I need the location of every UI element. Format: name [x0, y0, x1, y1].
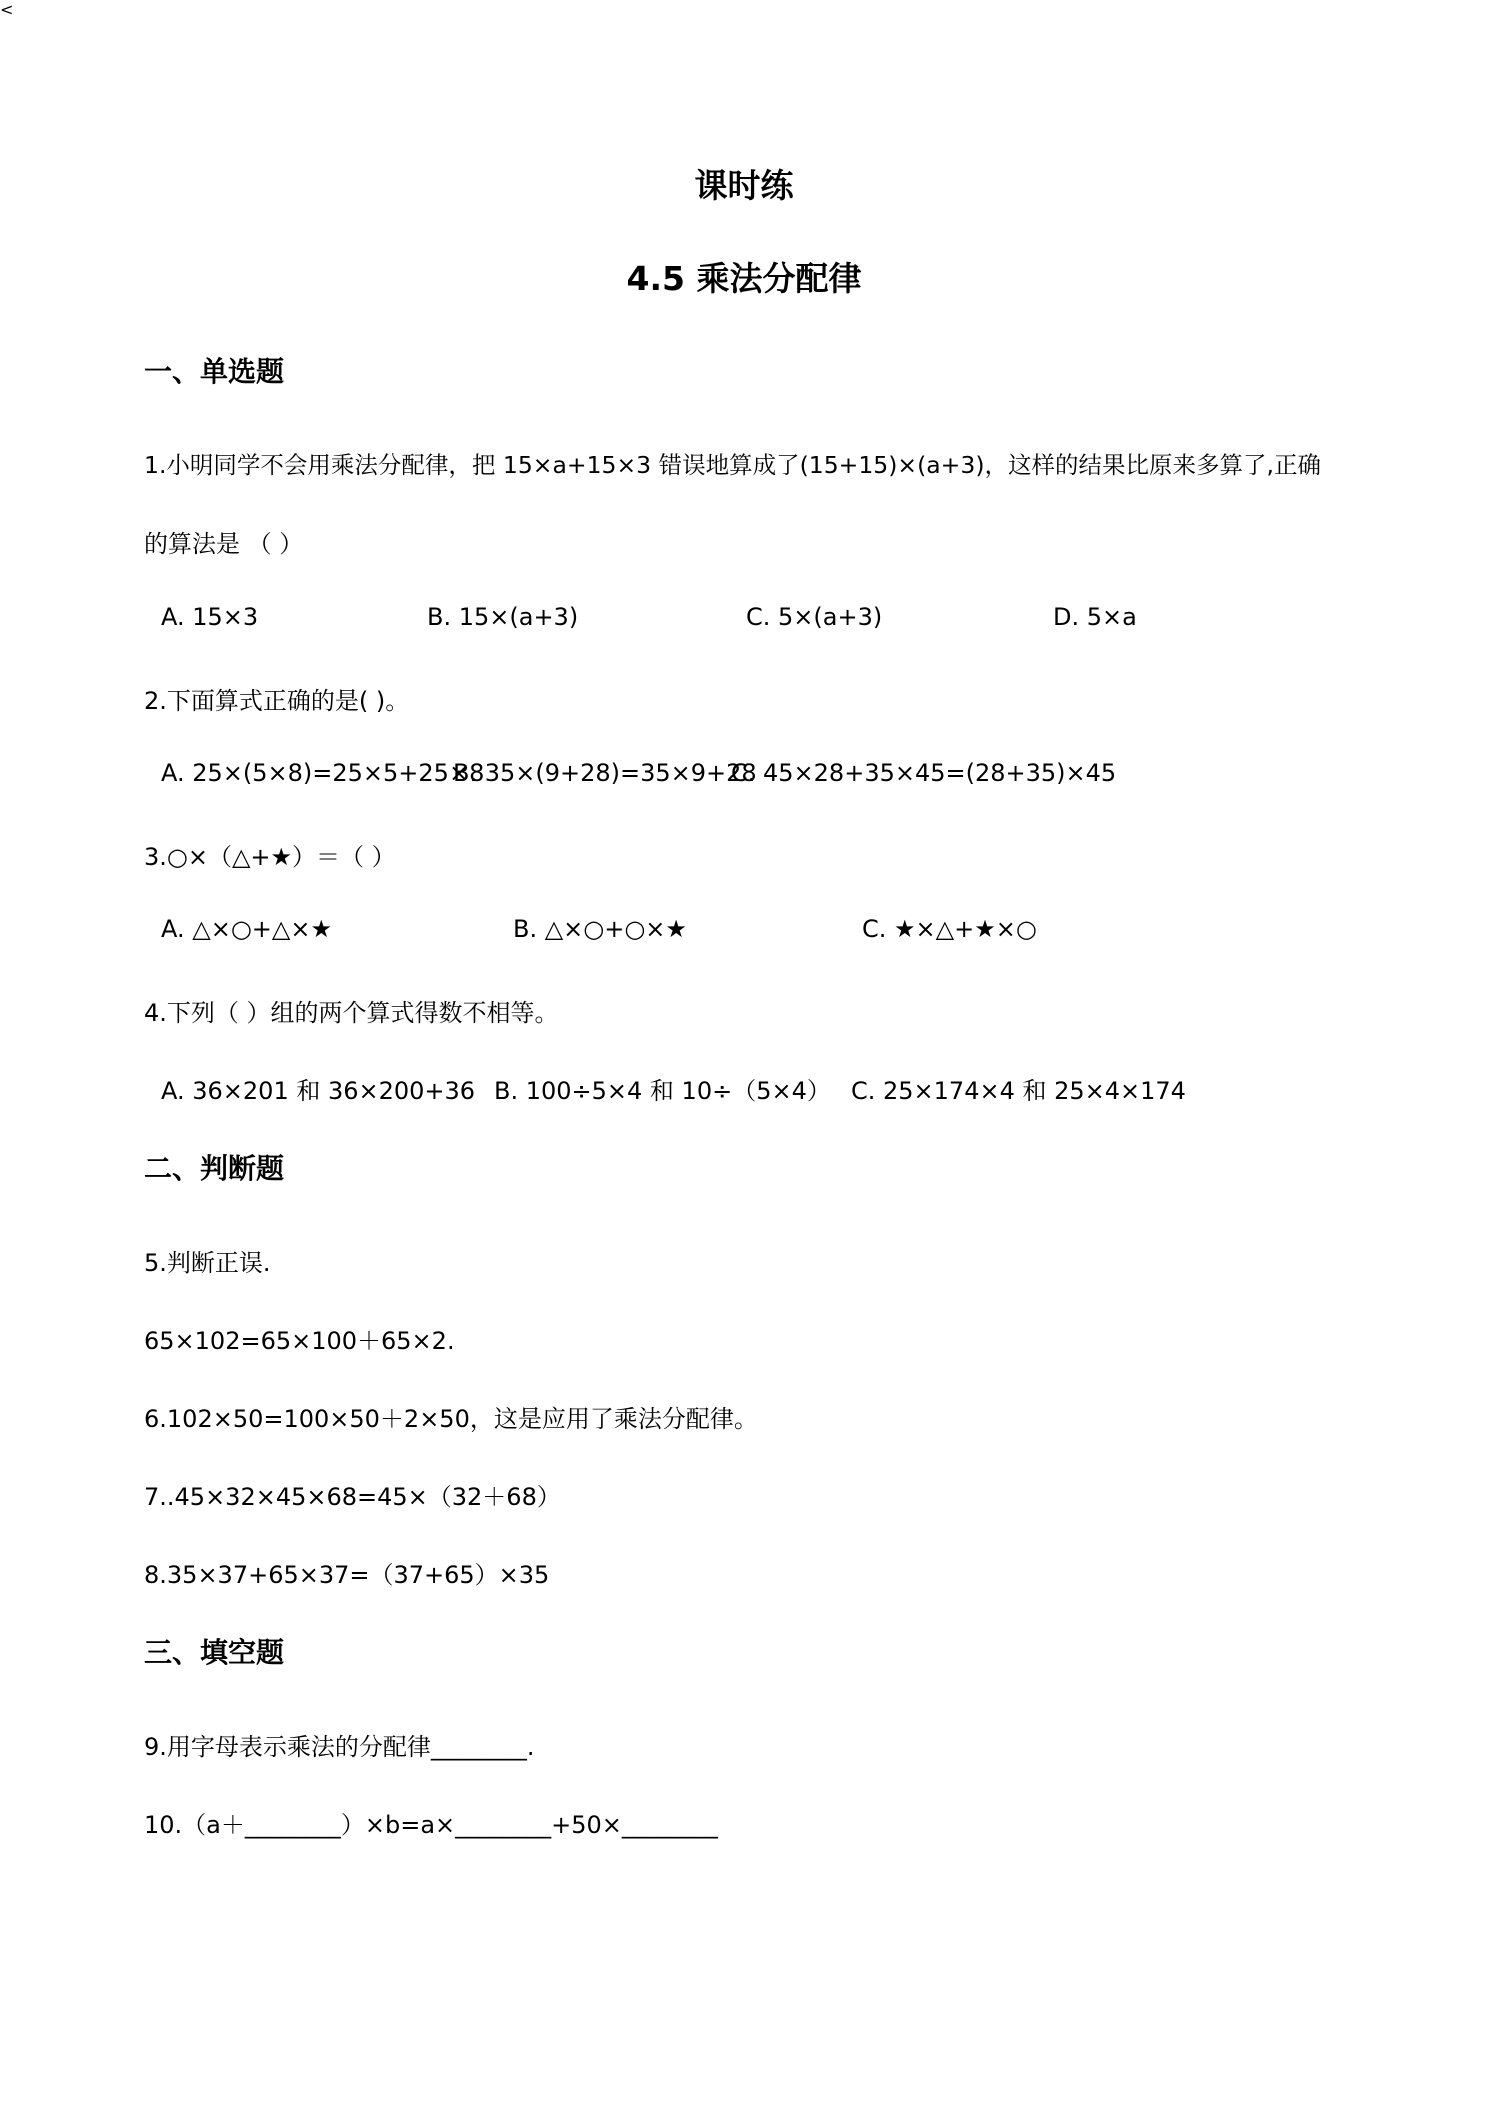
question-4-option-a: A. 36×201 和 36×200+36	[161, 1077, 476, 1105]
question-7-statement: 7..45×32×45×68=45×（32＋68）	[144, 1483, 561, 1511]
question-1-line-2: 的算法是 （ ）	[144, 530, 304, 558]
question-4-option-b: B. 100÷5×4 和 10÷（5×4）	[494, 1077, 831, 1105]
section-heading-fill-in: 三、填空题	[144, 1636, 285, 1669]
question-5-statement: 65×102=65×100＋65×2.	[144, 1327, 455, 1355]
document-title: 课时练	[694, 166, 794, 205]
question-1-line-1: 1.小明同学不会用乘法分配律，把 15×a+15×3 错误地算成了(15+15)×(a+3)，这样的结果比原来多算了,正确	[144, 451, 1321, 479]
question-5-stem: 5.判断正误.	[144, 1249, 271, 1277]
section-heading-single-choice: 一、单选题	[144, 355, 285, 388]
question-1-option-c: C. 5×(a+3)	[746, 603, 883, 631]
question-6-statement: 6.102×50=100×50＋2×50，这是应用了乘法分配律。	[144, 1405, 758, 1433]
question-8-statement: 8.35×37+65×37=（37+65）×35	[144, 1561, 550, 1589]
question-1-option-b: B. 15×(a+3)	[427, 603, 579, 631]
question-4-stem: 4.下列（ ）组的两个算式得数不相等。	[144, 999, 559, 1027]
question-2-stem: 2.下面算式正确的是( )。	[144, 687, 410, 715]
question-2-option-a: A. 25×(5×8)=25×5+25×8	[161, 759, 485, 787]
section-heading-true-false: 二、判断题	[144, 1152, 285, 1185]
question-2-option-b: B. 35×(9+28)=35×9+28	[453, 759, 757, 787]
question-1-option-d: D. 5×a	[1053, 603, 1137, 631]
document-page: 课时练 4.5 乘法分配律 一、单选题 1.小明同学不会用乘法分配律，把 15×a+15×3 错误地算成了(15+15)×(a+3)，这样的结果比原来多算了,正确 的算法是 （ ） A. 15×3 B. 15×(a+3) C. 5×(a+3) D. 5×a 2.下面算式正确的是( )。 A. 25×(5×8)=25×5+25×8 B. 35×(9+28)=35×9+28 C. 45×28+35×45=(28+35)×45 3.○×（△+★）＝（ ） A. △×○+△×★ B. △×○+○×★ C. ★×△+★×○ 4.下列（ ）组的两个算式得数不相等。 A. 36×201 和 36×200+36 B. 100÷5×4 和 10÷（5×4） C. 25×174×4 和 25×4×174 二、判断题 5.判断正误. 65×102=65×100＋65×2. 6.102×50=100×50＋2×50，这是应用了乘法分配律。 7..45×32×45×68=45×（32＋68） 8.35×37+65×37=（37+65）×35 < 三、填空题 9.用字母表示乘法的分配律________. 10.（a＋________）×b=a×________+50×________	[0, 0, 1488, 2104]
question-3-option-a: A. △×○+△×★	[161, 915, 332, 943]
question-1-option-a: A. 15×3	[161, 603, 259, 631]
question-3-stem: 3.○×（△+★）＝（ ）	[144, 843, 396, 871]
question-9-stem: 9.用字母表示乘法的分配律________.	[144, 1733, 535, 1761]
question-10-stem: 10.（a＋________）×b=a×________+50×________	[144, 1811, 718, 1839]
question-2-option-c: C. 45×28+35×45=(28+35)×45	[731, 759, 1117, 787]
question-3-option-c: C. ★×△+★×○	[862, 915, 1037, 943]
question-4-option-c: C. 25×174×4 和 25×4×174	[851, 1077, 1186, 1105]
question-3-option-b: B. △×○+○×★	[513, 915, 687, 943]
lesson-title: 4.5 乘法分配律	[626, 259, 862, 298]
